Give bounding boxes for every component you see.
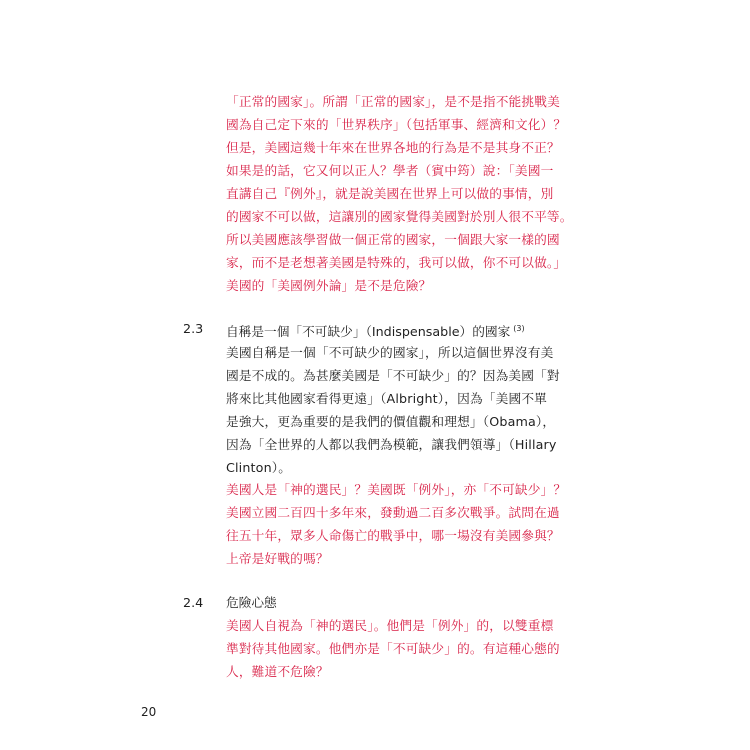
text-line: 是強大，更為重要的是我們的價值觀和理想」（Obama）， <box>226 414 556 429</box>
text-line: 美國人是「神的選民」？美國既「例外」，亦「不可缺少」？ <box>226 482 567 497</box>
section-number: 2.4 <box>183 595 204 610</box>
text-line: 但是，美國這幾十年來在世界各地的行為是不是其身不正？ <box>226 140 560 155</box>
text-line: Clinton）。 <box>226 460 292 475</box>
text-line: 美國立國二百四十多年來，發動過二百多次戰爭。試問在過 <box>226 505 560 520</box>
intro-paragraph <box>226 90 574 297</box>
section-title: 自稱是一個「不可缺少」（Indispensable）的國家 <box>226 324 511 340</box>
text-line: 國是不成的。為甚麼美國是「不可缺少」的？因為美國「對 <box>226 368 560 383</box>
text-line: 「正常的國家」。所謂「正常的國家」，是不是指不能挑戰美 <box>226 94 560 109</box>
section-body <box>226 341 574 479</box>
text-line: 將來比其他國家看得更遠」（Albright），因為「美國不單 <box>226 391 547 406</box>
text-line: 美國自稱是一個「不可缺少的國家」，所以這個世界沒有美 <box>226 345 554 360</box>
text-line: 往五十年，眾多人命傷亡的戰爭中，哪一場沒有美國參與？ <box>226 528 560 543</box>
text-line: 直講自己『例外』，就是說美國在世界上可以做的事情，別 <box>226 186 554 201</box>
page-number: 20 <box>141 705 157 719</box>
text-line: 美國的「美國例外論」是不是危險？ <box>226 278 432 293</box>
section-title: 危險心態 <box>226 595 277 610</box>
text-line: 所以美國應該學習做一個正常的國家，一個跟大家一樣的國 <box>226 232 560 247</box>
text-line: 因為「全世界的人都以我們為模範，讓我們領導」（Hillary <box>226 437 557 452</box>
text-line: 美國人自視為「神的選民」。他們是「例外」的，以雙重標 <box>226 618 554 633</box>
footnote-marker: (3) <box>513 324 525 333</box>
text-line: 家，而不是老想著美國是特殊的，我可以做，你不可以做。」 <box>226 255 567 270</box>
text-line: 國為自己定下來的「世界秩序」（包括軍事、經濟和文化）？ <box>226 117 567 132</box>
section-number: 2.3 <box>183 321 204 336</box>
section-heading <box>226 317 525 343</box>
text-line: 準對待其他國家。他們亦是「不可缺少」的。有這種心態的 <box>226 641 560 656</box>
section-body <box>226 614 574 683</box>
text-line: 的國家不可以做，這讓別的國家覺得美國對於別人很不平等。 <box>226 209 573 224</box>
question-paragraph <box>226 478 574 570</box>
text-line: 如果是的話，它又何以正人？學者（賓中筠）說：「美國一 <box>226 163 554 178</box>
text-line: 人，難道不危險？ <box>226 664 329 679</box>
text-line: 上帝是好戰的嗎？ <box>226 551 329 566</box>
